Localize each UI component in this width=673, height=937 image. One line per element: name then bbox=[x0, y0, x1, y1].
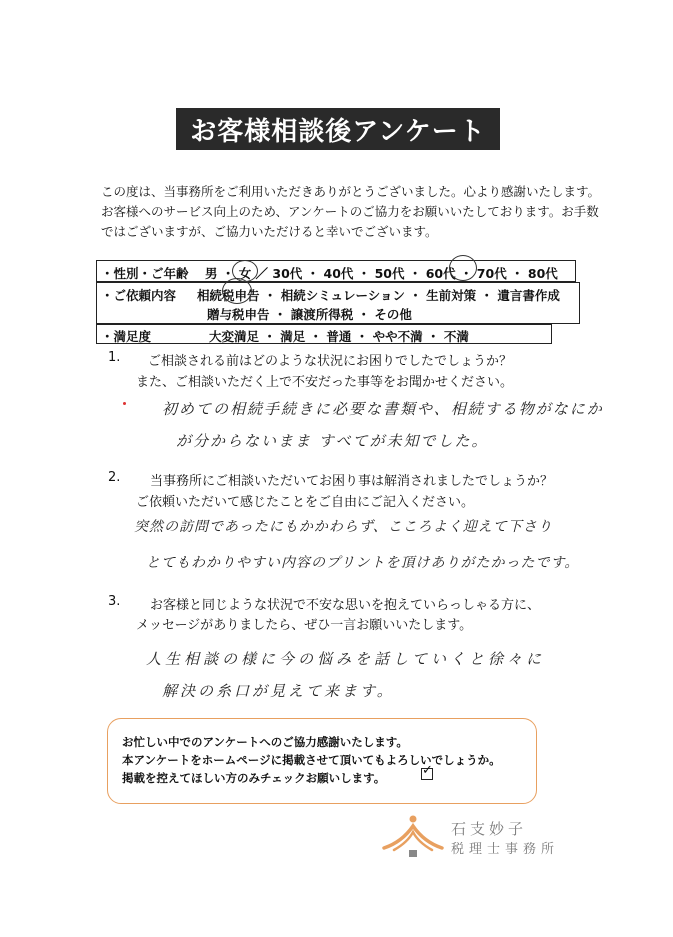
question-text: お客様と同じような状況で不安な思いを抱えていらっしゃる方に、 bbox=[150, 598, 541, 613]
question-text: ご相談される前はどのような状況にお困りでしたでしょうか？ bbox=[148, 354, 513, 369]
handwritten-answer: が分からないまま すべてが未知でした。 bbox=[176, 432, 489, 450]
satisfaction-options: 大変満足 ・ 満足 ・ 普通 ・ やや不満 ・ 不満 bbox=[209, 329, 469, 344]
intro-text bbox=[101, 182, 621, 242]
ink-dot bbox=[123, 402, 126, 405]
question-number: 3. bbox=[108, 594, 121, 609]
notice-line: 掲載を控えてほしい方のみチェックお願いします。 bbox=[122, 771, 386, 785]
question-text: 当事務所にご相談いただいてお困り事は解消されましたでしょうか？ bbox=[150, 474, 554, 489]
satisfaction-row bbox=[96, 324, 552, 344]
question-number: 2. bbox=[108, 470, 121, 485]
office-logo-icon bbox=[380, 812, 446, 860]
notice-line: 本アンケートをホームページに掲載させて頂いてもよろしいでしょうか。 bbox=[122, 753, 501, 767]
handwritten-answer: 人生相談の様に今の悩みを話していくと徐々に bbox=[146, 650, 546, 668]
profile-options: 男 ・ 女 ／ 30代 ・ 40代 ・ 50代 ・ 60代 ・ 70代 ・ 80代 bbox=[205, 266, 558, 281]
notice-box bbox=[107, 718, 537, 804]
request-options-line2: 贈与税申告 ・ 譲渡所得税 ・ その他 bbox=[207, 307, 412, 322]
handwritten-answer: 解決の糸口が見えて来ます。 bbox=[162, 682, 395, 700]
intro-line: ではございますが、ご協力いただけると幸いでございます。 bbox=[101, 224, 438, 239]
handwritten-answer: 突然の訪問であったにもかかわらず、こころよく迎えて下さり bbox=[134, 519, 553, 535]
profile-label: ・性別・ご年齢 bbox=[101, 266, 189, 281]
satisfaction-label: ・満足度 bbox=[101, 329, 152, 344]
intro-line: この度は、当事務所をご利用いただきありがとうございました。心より感謝いたします。 bbox=[101, 184, 601, 199]
publish-opt-out-checkbox[interactable] bbox=[421, 768, 433, 780]
selected-circle bbox=[222, 278, 252, 304]
question-number: 1. bbox=[108, 350, 121, 365]
intro-line: お客様へのサービス向上のため、アンケートのご協力をお願いいたしております。お手数 bbox=[101, 204, 599, 219]
office-subtitle: 税理士事務所 bbox=[451, 842, 560, 857]
request-options-line1: 相続税申告 ・ 相続シミュレーション ・ 生前対策 ・ 遺言書作成 bbox=[197, 288, 560, 303]
question-text: メッセージがありましたら、ぜひ一言お願いいたします。 bbox=[136, 618, 473, 633]
handwritten-answer: とてもわかりやすい内容のプリントを頂けありがたかったです。 bbox=[146, 555, 580, 571]
office-name: 石支妙子 bbox=[451, 820, 528, 838]
page-title: お客様相談後アンケート bbox=[176, 108, 500, 150]
handwritten-answer: 初めての相続手続きに必要な書類や、相続する物がなにか bbox=[162, 400, 604, 418]
request-row bbox=[96, 282, 580, 324]
selected-circle bbox=[449, 255, 477, 281]
request-label: ・ご依頼内容 bbox=[101, 288, 177, 303]
notice-line: お忙しい中でのアンケートへのご協力感謝いたします。 bbox=[122, 735, 408, 749]
question-text: ご依頼いただいて感じたことをご自由にご記入ください。 bbox=[136, 495, 475, 510]
profile-row bbox=[96, 260, 576, 282]
question-text: また、ご相談いただく上で不安だった事等をお聞かせください。 bbox=[136, 375, 514, 390]
